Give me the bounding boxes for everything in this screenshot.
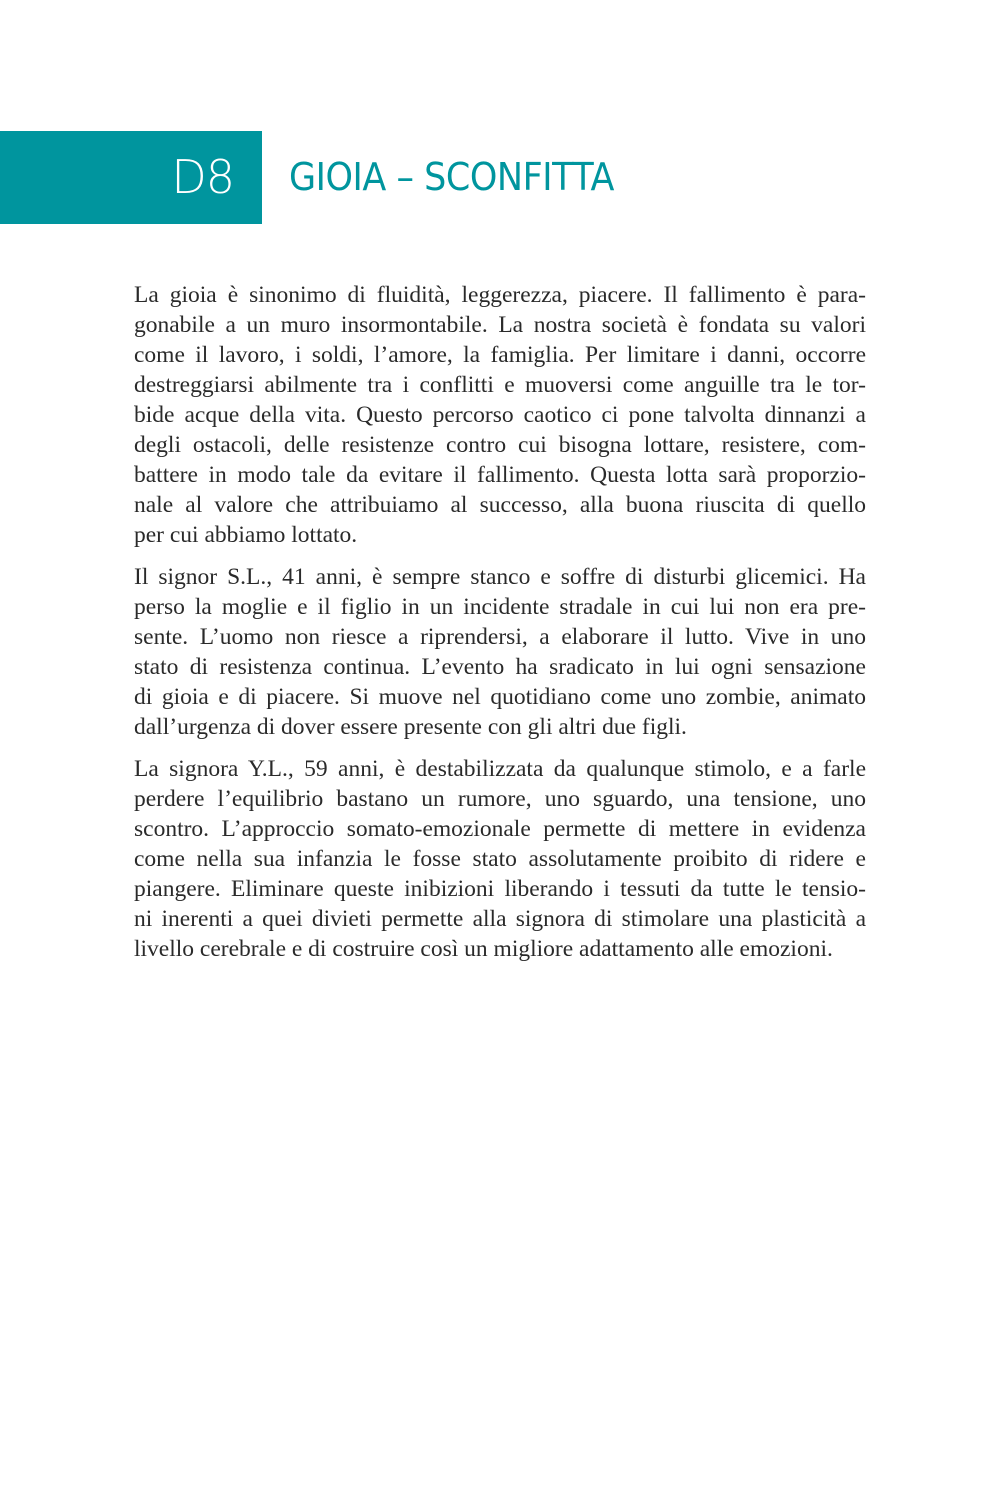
text-line: battere in modo tale da evitare il fallimento. Questa lotta sarà proporzio- [134,462,866,488]
text-line: La signora Y.L., 59 anni, è destabilizzata da qualunque stimolo, e a farle [134,756,866,782]
text-line: perso la moglie e il figlio in un incidente stradale in cui lui non era pre- [134,594,866,620]
text-line: come nella sua infanzia le fosse stato assolutamente proibito di ridere e [134,846,866,872]
text-line: sente. L’uomo non riesce a riprendersi, a elaborare il lutto. Vive in uno [134,624,866,650]
body-text [134,280,866,976]
text-line: di gioia e di piacere. Si muove nel quotidiano come uno zombie, animato [134,684,866,710]
text-line: stato di resistenza continua. L’evento ha sradicato in lui ogni sensazione [134,654,866,680]
text-line: perdere l’equilibrio bastano un rumore, uno sguardo, una tensione, uno [134,786,866,812]
text-line: scontro. L’approccio somato-emozionale permette di mettere in evidenza [134,816,866,842]
text-line: Il signor S.L., 41 anni, è sempre stanco e soffre di disturbi glicemici. Ha [134,564,866,590]
chapter-title: GIOIA – SCONFITTA [289,155,615,199]
text-line: gonabile a un muro insormontabile. La nostra società è fondata su valori [134,312,866,338]
text-line: piangere. Eliminare queste inibizioni liberando i tessuti da tutte le tensio- [134,876,866,902]
text-line: nale al valore che attribuiamo al successo, alla buona riuscita di quello [134,492,866,518]
text-line: La gioia è sinonimo di fluidità, leggerezza, piacere. Il fallimento è para- [134,282,866,308]
paragraph [134,754,866,964]
paragraph [134,562,866,742]
paragraph [134,280,866,550]
text-line: bide acque della vita. Questo percorso caotico ci pone talvolta dinnanzi a [134,402,866,428]
text-line: ni inerenti a quei divieti permette alla signora di stimolare una plasticità a [134,906,866,932]
text-line: degli ostacoli, delle resistenze contro cui bisogna lottare, resistere, com- [134,432,866,458]
text-line: come il lavoro, i soldi, l’amore, la famiglia. Per limitare i danni, occorre [134,342,866,368]
text-line: dall’urgenza di dover essere presente con gli altri due figli. [134,714,687,740]
text-line: destreggiarsi abilmente tra i conflitti e muoversi come anguille tra le tor- [134,372,866,398]
text-line: per cui abbiamo lottato. [134,522,358,548]
chapter-code: D8 [171,150,234,204]
chapter-code-box [0,131,262,224]
text-line: livello cerebrale e di costruire così un migliore adattamento alle emozioni. [134,936,833,962]
